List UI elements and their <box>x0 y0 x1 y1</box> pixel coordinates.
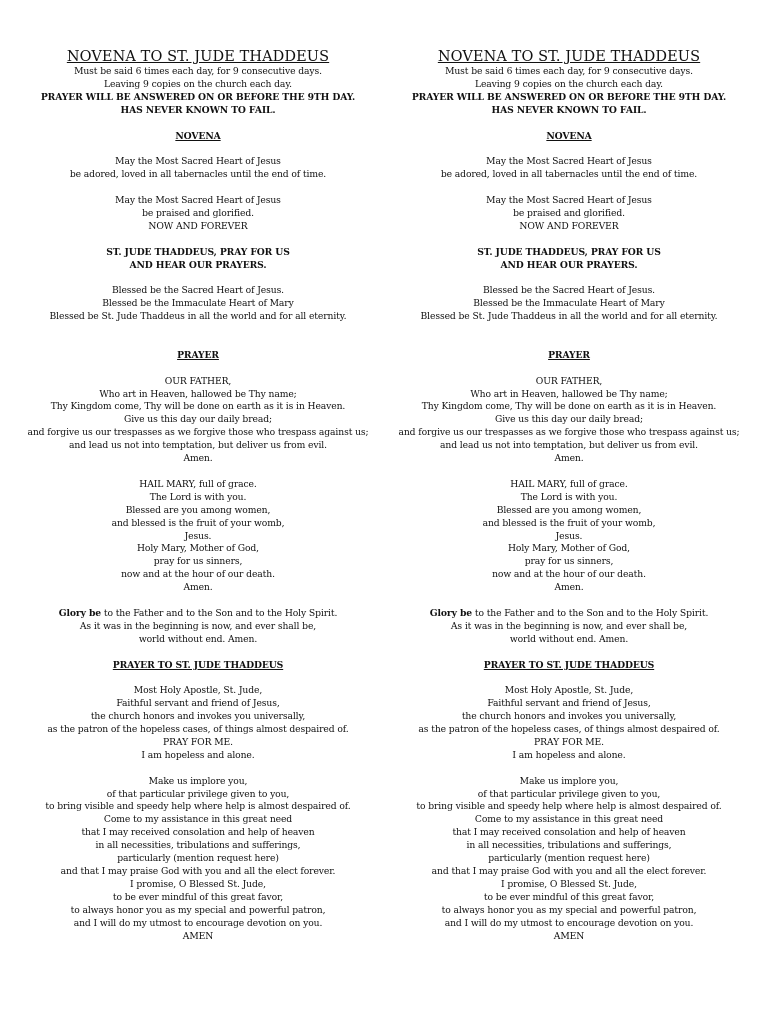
jude-prayer-line: to bring visible and speedy help where help is almost despaired of. <box>416 801 722 813</box>
spacer <box>384 763 754 776</box>
novena-column-right <box>384 48 754 943</box>
novena-bold-line: AND HEAR OUR PRAYERS. <box>129 259 267 271</box>
hail-mary-line: Jesus. <box>555 530 583 542</box>
intro-line: Leaving 9 copies on the church each day. <box>474 78 664 90</box>
novena-line: Blessed be the Sacred Heart of Jesus. <box>111 285 285 297</box>
jude-prayer-line: the church honors and invokes you universally, <box>461 711 677 723</box>
section-heading-jude: PRAYER TO ST. JUDE THADDEUS <box>483 659 655 671</box>
novena-line: NOW AND FOREVER <box>148 220 248 232</box>
novena-line: be praised and glorified. <box>142 207 254 219</box>
our-father-line: Who art in Heaven, hallowed be Thy name; <box>99 388 297 400</box>
hail-mary-line: Jesus. <box>184 530 212 542</box>
spacer <box>13 672 383 685</box>
spacer <box>13 324 383 350</box>
jude-prayer-line: I promise, O Blessed St. Jude, <box>501 878 637 890</box>
spacer <box>13 363 383 376</box>
jude-prayer-line: I am hopeless and alone. <box>512 749 626 761</box>
spacer <box>384 182 754 195</box>
our-father-line: and forgive us our trespasses as we forgive those who trespass against us; <box>398 427 740 439</box>
hail-mary-line: Blessed are you among women, <box>125 504 271 516</box>
spacer <box>13 272 383 285</box>
hail-mary-line: The Lord is with you. <box>149 491 247 503</box>
jude-prayer-line: that I may received consolation and help of heaven <box>81 827 315 839</box>
novena-line: May the Most Sacred Heart of Jesus <box>486 156 652 168</box>
jude-prayer-line: Make us implore you, <box>519 775 619 787</box>
our-father-line: Thy Kingdom come, Thy will be done on earth as it is in Heaven. <box>50 401 346 413</box>
novena-line: Blessed be St. Jude Thaddeus in all the world and for all eternity. <box>420 311 718 323</box>
spacer <box>13 118 383 131</box>
intro-bold-line: HAS NEVER KNOWN TO FAIL. <box>120 104 276 116</box>
jude-prayer-line: particularly (mention request here) <box>488 853 650 865</box>
spacer <box>13 763 383 776</box>
hail-mary-line: Amen. <box>554 582 584 594</box>
jude-prayer-line: that I may received consolation and help of heaven <box>452 827 686 839</box>
novena-line: be adored, loved in all tabernacles until the end of time. <box>440 169 698 181</box>
spacer <box>384 647 754 660</box>
hail-mary-line: pray for us sinners, <box>524 556 614 568</box>
spacer <box>384 234 754 247</box>
jude-prayer-line: PRAY FOR ME. <box>163 736 233 748</box>
hail-mary-line: now and at the hour of our death. <box>121 569 275 581</box>
intro-line: Leaving 9 copies on the church each day. <box>103 78 293 90</box>
spacer <box>384 466 754 479</box>
our-father-line: OUR FATHER, <box>164 375 232 387</box>
jude-prayer-line: AMEN <box>182 930 214 942</box>
spacer <box>384 143 754 156</box>
intro-line: Must be said 6 times each day, for 9 consecutive days. <box>74 66 322 77</box>
glory-be-line <box>13 608 383 621</box>
section-heading-novena: NOVENA <box>175 130 221 142</box>
section-heading-prayer: PRAYER <box>177 349 219 361</box>
spacer <box>384 672 754 685</box>
spacer <box>13 647 383 660</box>
spacer <box>13 182 383 195</box>
novena-line: be praised and glorified. <box>513 207 625 219</box>
our-father-line: and forgive us our trespasses as we forgive those who trespass against us; <box>27 427 369 439</box>
jude-prayer-line: AMEN <box>553 930 585 942</box>
novena-bold-line: AND HEAR OUR PRAYERS. <box>500 259 638 271</box>
jude-prayer-line: to be ever mindful of this great favor, <box>112 891 284 903</box>
our-father-line: and lead us not into temptation, but deliver us from evil. <box>440 440 698 452</box>
our-father-line: Amen. <box>183 453 213 465</box>
jude-prayer-line: the church honors and invokes you universally, <box>90 711 306 723</box>
jude-prayer-line: and that I may praise God with you and all the elect forever. <box>431 866 707 877</box>
section-heading-prayer: PRAYER <box>548 349 590 361</box>
hail-mary-line: HAIL MARY, full of grace. <box>139 478 257 490</box>
novena-line: be adored, loved in all tabernacles until the end of time. <box>69 169 327 181</box>
spacer <box>384 363 754 376</box>
jude-prayer-line: PRAY FOR ME. <box>534 736 604 748</box>
hail-mary-line: HAIL MARY, full of grace. <box>510 478 628 490</box>
novena-line: Blessed be the Sacred Heart of Jesus. <box>482 285 656 297</box>
our-father-line: Thy Kingdom come, Thy will be done on earth as it is in Heaven. <box>421 401 717 413</box>
spacer <box>13 143 383 156</box>
jude-prayer-line: Faithful servant and friend of Jesus, <box>487 698 651 710</box>
glory-be-line: As it was in the beginning is now, and ever shall be, <box>79 620 317 632</box>
glory-be-bold: Glory be <box>58 607 102 619</box>
novena-bold-line: ST. JUDE THADDEUS, PRAY FOR US <box>477 246 661 258</box>
our-father-line: Who art in Heaven, hallowed be Thy name; <box>470 388 668 400</box>
hail-mary-line: The Lord is with you. <box>520 491 618 503</box>
novena-line: Blessed be St. Jude Thaddeus in all the world and for all eternity. <box>49 311 347 323</box>
our-father-line: and lead us not into temptation, but deliver us from evil. <box>69 440 327 452</box>
hail-mary-line: Blessed are you among women, <box>496 504 642 516</box>
jude-prayer-line: to always honor you as my special and powerful patron, <box>441 904 697 916</box>
section-heading-novena: NOVENA <box>546 130 592 142</box>
jude-prayer-line: to always honor you as my special and powerful patron, <box>70 904 326 916</box>
glory-be-line: world without end. Amen. <box>509 633 629 645</box>
spacer <box>13 595 383 608</box>
our-father-line: Give us this day our daily bread; <box>494 414 643 426</box>
novena-bold-line: ST. JUDE THADDEUS, PRAY FOR US <box>106 246 290 258</box>
jude-prayer-line: and that I may praise God with you and all the elect forever. <box>60 866 336 877</box>
novena-line: May the Most Sacred Heart of Jesus <box>115 195 281 207</box>
jude-prayer-line: Most Holy Apostle, St. Jude, <box>133 685 263 697</box>
document-title: NOVENA TO ST. JUDE THADDEUS <box>66 49 330 65</box>
jude-prayer-line: I promise, O Blessed St. Jude, <box>130 878 266 890</box>
intro-bold-line: HAS NEVER KNOWN TO FAIL. <box>491 104 647 116</box>
hail-mary-line: Amen. <box>183 582 213 594</box>
glory-be-text: to the Father and to the Son and to the Holy Spirit. <box>472 607 709 619</box>
hail-mary-line: and blessed is the fruit of your womb, <box>111 517 285 529</box>
glory-be-bold: Glory be <box>429 607 473 619</box>
jude-prayer-line: in all necessities, tribulations and sufferings, <box>466 840 672 852</box>
hail-mary-line: pray for us sinners, <box>153 556 243 568</box>
glory-be-line <box>384 608 754 621</box>
jude-prayer-line: Make us implore you, <box>148 775 248 787</box>
novena-line: NOW AND FOREVER <box>519 220 619 232</box>
jude-prayer-line: of that particular privilege given to you, <box>106 788 290 800</box>
jude-prayer-line: Faithful servant and friend of Jesus, <box>116 698 280 710</box>
glory-be-line: world without end. Amen. <box>138 633 258 645</box>
jude-prayer-line: particularly (mention request here) <box>117 853 279 865</box>
novena-line: May the Most Sacred Heart of Jesus <box>115 156 281 168</box>
hail-mary-line: and blessed is the fruit of your womb, <box>482 517 656 529</box>
spacer <box>384 118 754 131</box>
glory-be-text: to the Father and to the Son and to the Holy Spirit. <box>101 607 338 619</box>
spacer <box>384 272 754 285</box>
our-father-line: OUR FATHER, <box>535 375 603 387</box>
hail-mary-line: Holy Mary, Mother of God, <box>507 543 630 555</box>
novena-line: Blessed be the Immaculate Heart of Mary <box>102 298 294 310</box>
intro-bold-line: PRAYER WILL BE ANSWERED ON OR BEFORE THE 9TH DAY. <box>40 91 356 103</box>
intro-bold-line: PRAYER WILL BE ANSWERED ON OR BEFORE THE 9TH DAY. <box>411 91 727 103</box>
spacer <box>384 595 754 608</box>
jude-prayer-line: in all necessities, tribulations and sufferings, <box>95 840 301 852</box>
jude-prayer-line: Come to my assistance in this great need <box>474 814 664 826</box>
hail-mary-line: Holy Mary, Mother of God, <box>136 543 259 555</box>
jude-prayer-line: as the patron of the hopeless cases, of things almost despaired of. <box>47 724 349 736</box>
jude-prayer-line: of that particular privilege given to you, <box>477 788 661 800</box>
document-title: NOVENA TO ST. JUDE THADDEUS <box>437 49 701 65</box>
novena-line: Blessed be the Immaculate Heart of Mary <box>473 298 665 310</box>
jude-prayer-line: and I will do my utmost to encourage devotion on you. <box>444 917 694 929</box>
jude-prayer-line: I am hopeless and alone. <box>141 749 255 761</box>
novena-line: May the Most Sacred Heart of Jesus <box>486 195 652 207</box>
spacer <box>13 466 383 479</box>
jude-prayer-line: Come to my assistance in this great need <box>103 814 293 826</box>
section-heading-jude: PRAYER TO ST. JUDE THADDEUS <box>112 659 284 671</box>
jude-prayer-line: to be ever mindful of this great favor, <box>483 891 655 903</box>
our-father-line: Amen. <box>554 453 584 465</box>
spacer <box>13 234 383 247</box>
jude-prayer-line: as the patron of the hopeless cases, of things almost despaired of. <box>418 724 720 736</box>
jude-prayer-line: to bring visible and speedy help where help is almost despaired of. <box>45 801 351 813</box>
glory-be-line: As it was in the beginning is now, and ever shall be, <box>450 620 688 632</box>
jude-prayer-line: and I will do my utmost to encourage devotion on you. <box>73 917 323 929</box>
our-father-line: Give us this day our daily bread; <box>123 414 272 426</box>
hail-mary-line: now and at the hour of our death. <box>492 569 646 581</box>
spacer <box>384 324 754 350</box>
intro-line: Must be said 6 times each day, for 9 consecutive days. <box>445 66 693 77</box>
novena-column-left <box>13 48 383 943</box>
jude-prayer-line: Most Holy Apostle, St. Jude, <box>504 685 634 697</box>
